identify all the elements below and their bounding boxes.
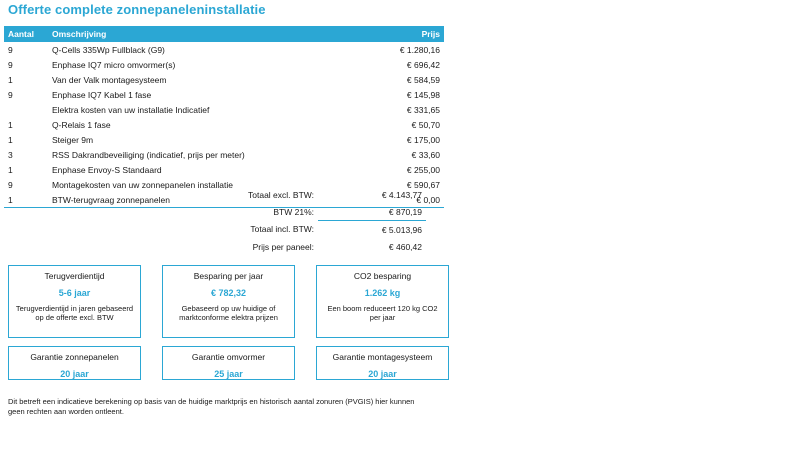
card-garantie-montagesysteem <box>316 346 449 380</box>
card-co2-besparing <box>316 265 449 338</box>
table-header-row <box>4 26 444 42</box>
cell-qty: 3 <box>8 149 13 160</box>
cell-qty: 1 <box>8 119 13 130</box>
card-value: 5-6 jaar <box>58 288 91 298</box>
table-row <box>4 42 444 57</box>
cell-qty: 1 <box>8 134 13 145</box>
card-value: 25 jaar <box>214 369 243 379</box>
highlight-cards-row <box>8 265 449 338</box>
card-value: 20 jaar <box>60 369 89 379</box>
totals-value: € 870,19 <box>318 203 426 221</box>
table-row <box>4 87 444 102</box>
table-row <box>4 102 444 117</box>
cell-description: BTW-terugvraag zonnepanelen <box>48 192 316 208</box>
cell-qty: 9 <box>8 44 13 55</box>
cell-price: € 0,00 <box>316 192 444 208</box>
cell-description: Enphase IQ7 micro omvormer(s) <box>52 59 176 70</box>
cell-description: Elektra kosten van uw installatie Indicatief <box>52 104 210 115</box>
line-items-table <box>4 26 444 208</box>
disclaimer-text: Dit betreft een indicatieve berekening op basis van de huidige marktprijs en historisch aantal zonuren (PVGIS) hier kunnen geen rechten aan worden ontleent. <box>8 397 415 417</box>
column-header-qty: Aantal <box>4 26 48 42</box>
cell-description: Montagekosten van uw zonnepanelen installatie <box>52 179 233 190</box>
cell-price: € 33,60 <box>411 149 440 160</box>
warranty-cards-row <box>8 346 449 380</box>
totals-row-btw <box>180 203 426 221</box>
column-header-description: Omschrijving <box>48 26 316 42</box>
cell-price: € 590,67 <box>406 179 440 190</box>
cell-price: € 50,70 <box>411 119 440 130</box>
cell-description: Steiger 9m <box>52 134 94 145</box>
card-title: CO2 besparing <box>353 271 412 281</box>
table-row <box>4 147 444 162</box>
cell-price: € 255,00 <box>406 164 440 175</box>
totals-row-excl-btw <box>180 186 426 203</box>
card-title: Garantie zonnepanelen <box>30 352 119 362</box>
totals-label: Totaal excl. BTW: <box>248 189 314 200</box>
card-besparing-per-jaar <box>162 265 295 338</box>
card-note: Terugverdientijd in jaren gebaseerd op de offerte excl. BTW <box>15 304 134 323</box>
cell-description: RSS Dakrandbeveiliging (indicatief, prijs per meter) <box>52 149 245 160</box>
card-note: Gebaseerd op uw huidige of marktconforme elektra prijzen <box>179 304 278 323</box>
card-value: 1.262 kg <box>364 288 401 298</box>
cell-price: € 175,00 <box>406 134 440 145</box>
cell-price: € 584,59 <box>406 74 440 85</box>
cell-qty <box>4 102 48 117</box>
card-title: Garantie omvormer <box>191 352 266 362</box>
card-note: Een boom reduceert 120 kg CO2 per jaar <box>327 304 438 323</box>
cell-price: € 145,98 <box>406 89 440 100</box>
cell-qty: 9 <box>8 89 13 100</box>
cell-qty: 1 <box>8 164 13 175</box>
totals-value: € 4.143,77 <box>381 189 422 200</box>
totals-label: Totaal incl. BTW: <box>250 224 314 235</box>
card-terugverdientijd <box>8 265 141 338</box>
card-value: € 782,32 <box>210 288 247 298</box>
column-header-price: Prijs <box>316 26 444 42</box>
table-row <box>4 72 444 87</box>
cell-price: € 696,42 <box>406 59 440 70</box>
card-title: Besparing per jaar <box>193 271 264 281</box>
card-garantie-zonnepanelen <box>8 346 141 380</box>
cell-description: Q-Cells 335Wp Fullblack (G9) <box>52 44 165 55</box>
cell-description: Enphase IQ7 Kabel 1 fase <box>52 89 152 100</box>
cell-price: € 1.280,16 <box>399 44 440 55</box>
cell-qty: 9 <box>8 59 13 70</box>
card-value: 20 jaar <box>368 369 397 379</box>
cell-qty: 1 <box>8 74 13 85</box>
cell-description: Q-Relais 1 fase <box>52 119 111 130</box>
price-per-panel <box>180 238 426 255</box>
cell-qty: 1 <box>4 192 48 208</box>
cell-price: € 331,65 <box>406 104 440 115</box>
price-per-panel-label: Prijs per paneel: <box>252 241 314 252</box>
price-per-panel-value: € 460,42 <box>388 241 422 252</box>
table-row <box>4 132 444 147</box>
cell-description: Enphase Envoy-S Standaard <box>52 164 162 175</box>
cell-qty: 9 <box>8 179 13 190</box>
price-per-panel-row <box>180 238 426 255</box>
card-title: Terugverdientijd <box>44 271 105 281</box>
totals-row-incl-btw <box>180 221 426 239</box>
page-title: Offerte complete zonnepaneleninstallatie <box>8 2 266 17</box>
table-row <box>4 117 444 132</box>
table-row <box>4 57 444 72</box>
card-title: Garantie montagesysteem <box>332 352 433 362</box>
table-row <box>4 162 444 177</box>
totals-value: € 5.013,96 <box>381 224 422 235</box>
totals-table <box>180 186 426 238</box>
totals-label: BTW 21%: <box>273 206 314 217</box>
cell-description: Van der Valk montagesysteem <box>52 74 167 85</box>
card-garantie-omvormer <box>162 346 295 380</box>
